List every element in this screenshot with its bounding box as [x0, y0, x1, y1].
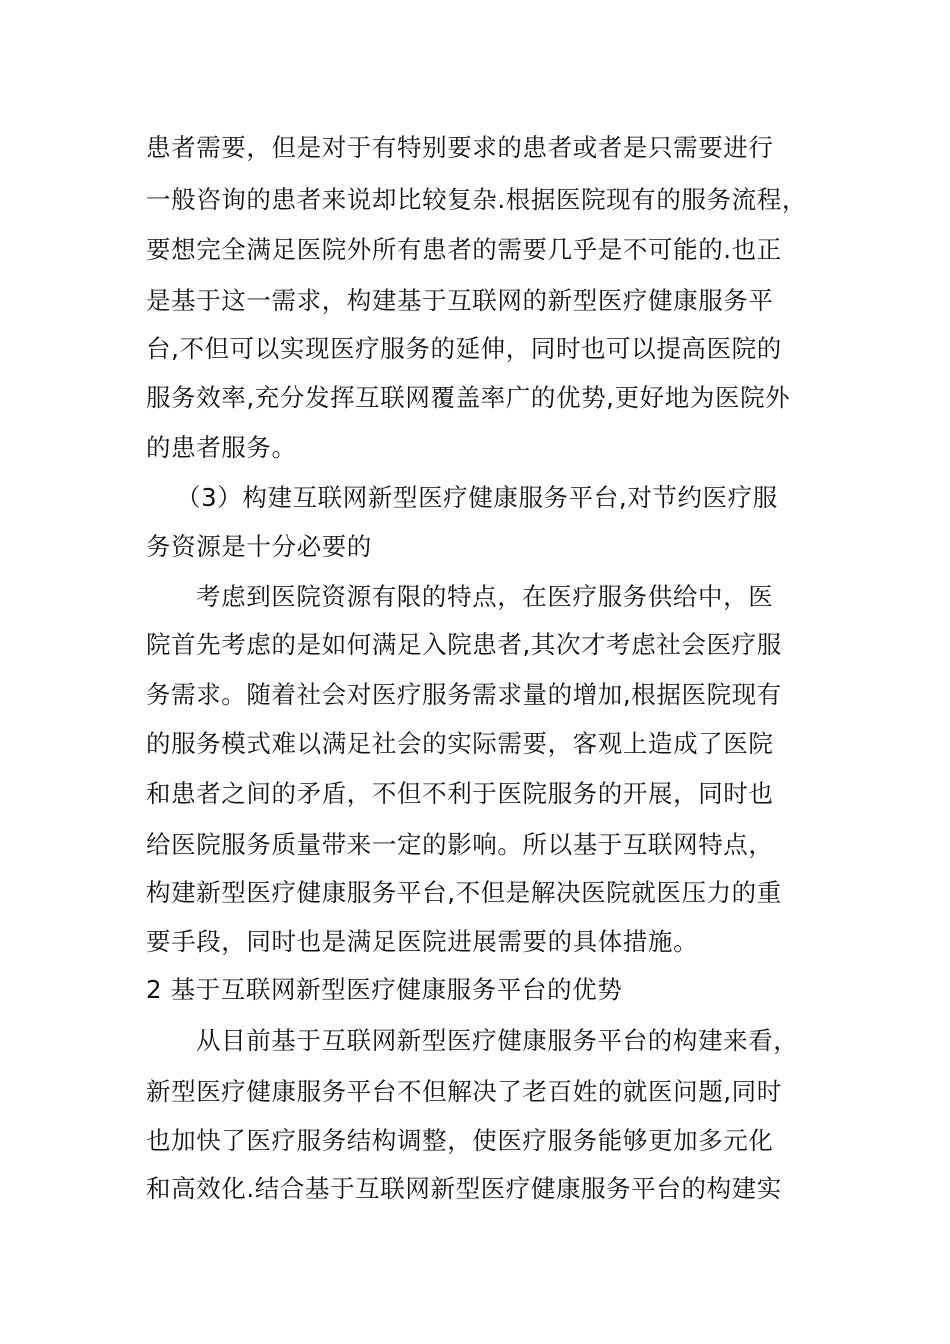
text-line: 患者需要，但是对于有特别要求的患者或者是只需要进行: [146, 133, 774, 162]
text-line: 服务效率,充分发挥互联网覆盖率广的优势,更好地为医院外: [146, 383, 791, 412]
text-line: 务需求。随着社会对医疗服务需求量的增加,根据医院现有: [146, 680, 782, 709]
text-line: 考虑到医院资源有限的特点，在医疗服务供给中，医: [196, 582, 774, 611]
text-line: 是基于这一需求，构建基于互联网的新型医疗健康服务平: [146, 286, 774, 315]
text-line: 构建新型医疗健康服务平台,不但是解决医院就医压力的重: [146, 878, 782, 907]
text-line: 要想完全满足医院外所有患者的需要几乎是不可能的.也正: [146, 235, 782, 264]
text-line: 要手段，同时也是满足医院进展需要的具体措施。: [146, 927, 699, 956]
text-line: 给医院服务质量带来一定的影响。所以基于互联网特点，: [146, 830, 774, 859]
section-heading: （3）构建互联网新型医疗健康服务平台,对节约医疗服: [176, 483, 778, 512]
text-line: 和患者之间的矛盾，不但不利于医院服务的开展，同时也: [146, 779, 774, 808]
text-line: 也加快了医疗服务结构调整，使医疗服务能够更加多元化: [146, 1126, 774, 1155]
text-line: 一般咨询的患者来说却比较复杂.根据医院现有的服务流程，: [146, 185, 807, 214]
text-line: 台,不但可以实现医疗服务的延伸，同时也可以提高医院的: [146, 334, 782, 363]
section-title: 2 基于互联网新型医疗健康服务平台的优势: [146, 975, 623, 1004]
text-line: 院首先考虑的是如何满足入院患者,其次才考虑社会医疗服: [146, 630, 782, 659]
text-line: 和高效化.结合基于互联网新型医疗健康服务平台的构建实: [146, 1174, 782, 1203]
text-line: 的服务模式难以满足社会的实际需要，客观上造成了医院: [146, 729, 774, 758]
text-line: 新型医疗健康服务平台不但解决了老百姓的就医问题,同时: [146, 1077, 782, 1106]
text-line: 从目前基于互联网新型医疗健康服务平台的构建来看，: [196, 1026, 799, 1055]
section-heading-continued: 务资源是十分必要的: [146, 532, 372, 561]
text-line: 的患者服务。: [146, 433, 297, 462]
